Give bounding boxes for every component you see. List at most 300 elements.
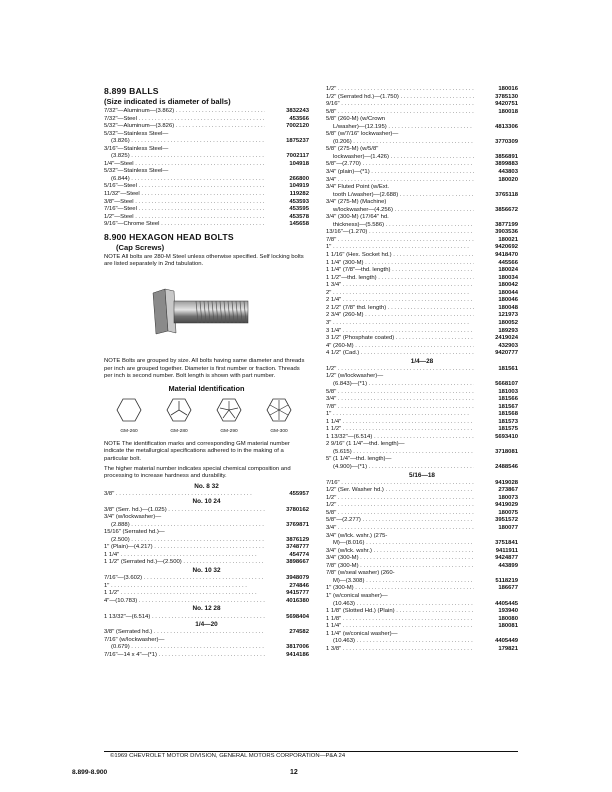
part-number: 453593 xyxy=(289,198,309,205)
part-number: 1875237 xyxy=(286,138,309,145)
part-description: 3/8" (Serr. hd.)—(1.025) . . . xyxy=(104,507,265,515)
parts-row xyxy=(326,608,518,616)
part-description: 3/4" (300-M) . . . xyxy=(326,555,474,563)
part-description: (6.843)—(*1) . . . xyxy=(333,381,474,389)
part-description: 5/8" . . . xyxy=(326,510,474,518)
part-number: 9419029 xyxy=(495,502,518,509)
part-number: 104918 xyxy=(289,160,309,167)
parts-row xyxy=(326,86,518,94)
parts-row xyxy=(326,495,518,503)
bolts-note-identification: NOTE The identification marks and corresponding GM material number indicate the metallurgical specifications adhered to in the making of a particular bolt. xyxy=(104,440,290,462)
part-description: 1/2"—Steel . . . xyxy=(104,214,265,222)
part-number: 2488546 xyxy=(495,464,518,470)
part-number: 445566 xyxy=(498,259,518,266)
part-description: 5" (1 1/4"—thd. length)— xyxy=(326,456,392,463)
part-description: 3/4" . . . xyxy=(326,525,474,533)
part-description: (3.826) . . . xyxy=(111,138,265,146)
part-description: 3/4" (w/lockwasher)— xyxy=(104,514,162,521)
part-number: 9414186 xyxy=(286,652,309,658)
part-description: 3/4" . . . xyxy=(326,396,474,404)
size-group-heading: No. 12 28 xyxy=(192,605,221,613)
parts-row xyxy=(326,638,518,646)
parts-row xyxy=(104,161,309,169)
parts-row xyxy=(104,598,309,606)
part-number: 3951572 xyxy=(495,517,518,524)
part-number: 4813306 xyxy=(495,123,518,130)
part-number: 3748777 xyxy=(286,544,309,551)
parts-row xyxy=(326,350,518,358)
part-description: 9/16" . . . xyxy=(326,101,474,109)
parts-row xyxy=(104,146,309,154)
part-description: 5/8"—(2.770) . . . xyxy=(326,161,474,169)
part-description: 4" (260-M) . . . xyxy=(326,343,474,351)
part-number: 193940 xyxy=(498,608,518,615)
parts-row xyxy=(326,487,518,495)
parts-row xyxy=(326,290,518,298)
part-number: 180077 xyxy=(498,525,518,532)
parts-row xyxy=(326,517,518,525)
parts-row xyxy=(104,131,309,139)
part-description: 1 1/2" . . . xyxy=(326,426,474,434)
part-number: 180016 xyxy=(498,86,518,92)
part-number: 3948079 xyxy=(286,575,309,582)
parts-row xyxy=(326,480,518,488)
parts-row xyxy=(104,644,309,652)
part-number: 180048 xyxy=(498,304,518,311)
parts-row xyxy=(326,540,518,548)
hex-head-plain-icon xyxy=(116,398,142,422)
part-description: 3 1/4" . . . xyxy=(326,328,474,336)
part-description: 3/8" . . . xyxy=(104,491,265,499)
part-description: 1 1/8" . . . xyxy=(326,616,474,624)
part-description: 1/2" (w/lockwasher)— xyxy=(326,373,384,380)
hex-head-three-mark-icon xyxy=(166,398,192,422)
parts-row xyxy=(104,199,309,207)
part-description: 2 3/4" (260-M) . . . xyxy=(326,312,474,320)
part-number: 181568 xyxy=(498,411,518,418)
parts-row xyxy=(326,601,518,609)
part-description: 1/4"—Steel . . . xyxy=(104,161,265,169)
parts-row xyxy=(326,434,518,442)
parts-row xyxy=(326,585,518,593)
hex-bolt-image xyxy=(104,271,309,357)
part-description: (6.844) . . . xyxy=(111,176,265,184)
parts-row xyxy=(326,366,518,374)
size-group-heading: No. 10 32 xyxy=(192,567,221,575)
parts-row xyxy=(326,94,518,102)
parts-row xyxy=(104,491,309,499)
part-number: 9419028 xyxy=(495,479,518,486)
part-description: 3/8"—Steel . . . xyxy=(104,199,265,207)
part-description: 5/32"—Aluminum—(3.826) . . . xyxy=(104,123,265,131)
parts-row xyxy=(326,139,518,147)
part-number: 180020 xyxy=(498,176,518,183)
part-description: 5/8"—(2.277) . . . xyxy=(326,517,474,525)
parts-row xyxy=(326,214,518,222)
parts-row xyxy=(104,544,309,552)
parts-row xyxy=(104,514,309,522)
part-description: 1/2" . . . xyxy=(326,495,474,503)
parts-row xyxy=(326,267,518,275)
parts-row xyxy=(104,552,309,560)
part-number: 121973 xyxy=(498,312,518,319)
part-description: 1/2" . . . xyxy=(326,366,474,374)
part-number: 3817006 xyxy=(286,644,309,651)
parts-row xyxy=(326,297,518,305)
parts-row xyxy=(104,637,309,645)
part-number: 3718081 xyxy=(495,448,518,455)
part-number: 7002117 xyxy=(286,153,309,160)
part-number: 2419024 xyxy=(495,335,518,342)
parts-row xyxy=(104,529,309,537)
parts-row xyxy=(104,652,309,660)
part-description: 7/16"—14 x 4"—(*1) . . . xyxy=(104,652,265,660)
parts-row xyxy=(326,411,518,419)
material-marks-row xyxy=(106,398,302,435)
parts-row xyxy=(326,525,518,533)
hex-head-five-mark-icon xyxy=(216,398,242,422)
size-group-heading: 1/4—20 xyxy=(195,621,218,629)
part-number: 180018 xyxy=(498,108,518,115)
part-number: 119282 xyxy=(289,191,309,198)
parts-row xyxy=(104,191,309,199)
parts-row xyxy=(326,237,518,245)
parts-row xyxy=(326,199,518,207)
part-description: 1 13/32"—(6.514) . . . xyxy=(326,434,474,442)
parts-row xyxy=(104,522,309,530)
part-description: 1" . . . xyxy=(326,411,474,419)
part-description: 7/8" (w/seal washer) (260- xyxy=(326,570,395,577)
part-description: w/lockwasher—(4.256) . . . xyxy=(333,207,474,215)
part-number: 181566 xyxy=(498,396,518,403)
parts-row xyxy=(104,206,309,214)
parts-row xyxy=(326,169,518,177)
part-number: 7002120 xyxy=(286,123,309,130)
part-description: 2 1/4" . . . xyxy=(326,297,474,305)
part-number: 180046 xyxy=(498,297,518,304)
part-description: 3/4" Fluted Point (w/Ext. xyxy=(326,184,389,191)
bolts-note-material-number: The higher material number indicates special chemical composition and processing to increase hardness and durability. xyxy=(104,465,291,480)
parts-row xyxy=(104,590,309,598)
parts-row xyxy=(326,222,518,230)
part-description: (0.679) . . . xyxy=(111,644,265,652)
part-number: 3898667 xyxy=(286,559,309,566)
part-number: 9418470 xyxy=(495,252,518,259)
bolt-illustration xyxy=(104,271,309,357)
part-number: 3770309 xyxy=(495,138,518,145)
parts-row xyxy=(104,123,309,131)
part-number: 455957 xyxy=(289,490,309,497)
part-number: 3856672 xyxy=(495,206,518,213)
part-description: 2 9/16" (1 1/4"—thd. length)— xyxy=(326,441,405,448)
part-description: 1 1/2" (Serrated hd.)—(2.500) . . . xyxy=(104,559,265,567)
part-number: 180081 xyxy=(498,623,518,630)
part-description: 15/16" (Serrated hd.)— xyxy=(104,529,165,536)
part-description: 3/16"—Stainless Steel— xyxy=(104,145,169,152)
part-number: 266800 xyxy=(289,175,309,182)
parts-row xyxy=(326,449,518,457)
part-description: 1 1/8" (Slotted Hd.) (Plain) . . . xyxy=(326,608,474,616)
part-description: 11/32"—Steel . . . xyxy=(104,191,265,199)
bolts-note-steel: NOTE All bolts are 280-M Steel unless otherwise specified. Self locking bolts are listed separately in 2nd tabulation. xyxy=(104,253,304,268)
part-description: lockwasher)—(1.426) . . . xyxy=(333,154,474,162)
parts-row xyxy=(326,207,518,215)
part-description: 1 3/4" . . . xyxy=(326,282,474,290)
part-number: 453566 xyxy=(289,115,309,122)
part-description: 5/8" (275-M) (w/5/8" xyxy=(326,146,379,153)
part-description: tooth L/washer)—(2.688) . . . xyxy=(333,192,474,200)
parts-row xyxy=(326,305,518,313)
parts-row xyxy=(326,464,518,472)
parts-row xyxy=(326,456,518,464)
balls-list xyxy=(104,108,309,229)
left-column xyxy=(104,86,309,660)
part-description: 5/8" . . . xyxy=(326,389,474,397)
parts-row xyxy=(326,623,518,631)
part-description: 1 1/4" (300-M) . . . xyxy=(326,260,474,268)
size-group-heading: 5/16—18 xyxy=(409,471,435,479)
part-description: M)—(3.308) . . . xyxy=(333,578,474,586)
part-description: 7/16"—Steel . . . xyxy=(104,206,265,214)
part-description: 1 1/4" . . . xyxy=(326,419,474,427)
part-description: 3" . . . xyxy=(326,320,474,328)
parts-row xyxy=(326,593,518,601)
part-description: 4"—(10.783) . . . xyxy=(104,598,265,606)
parts-row xyxy=(326,570,518,578)
parts-row xyxy=(104,221,309,229)
part-description: 1 1/4" . . . xyxy=(326,623,474,631)
part-number: 9411911 xyxy=(495,547,518,554)
parts-row xyxy=(326,131,518,139)
part-description: 1 1/4" (w/conical washer)— xyxy=(326,630,398,637)
part-description: 1/2" . . . xyxy=(326,86,474,94)
parts-row xyxy=(104,583,309,591)
left-bolt-groups xyxy=(104,483,309,660)
part-description: 5/32"—Stainless Steel— xyxy=(104,130,169,137)
part-number: 432903 xyxy=(498,342,518,349)
parts-row xyxy=(326,555,518,563)
parts-row xyxy=(104,614,309,622)
part-description: (2.500) . . . xyxy=(111,537,265,545)
part-number: 181003 xyxy=(498,388,518,395)
part-description: 1 1/2" . . . xyxy=(104,590,265,598)
parts-row xyxy=(326,426,518,434)
bolts-note-grouping: NOTE Bolts are grouped by size. All bolts having same diameter and threads per inch are grouped together. Diameter is first number or fraction. Threads per inch is second number. Bolt length is shown with part number. xyxy=(104,357,305,380)
size-group-heading: No. 8 32 xyxy=(194,482,219,490)
parts-row xyxy=(104,183,309,191)
parts-row xyxy=(104,537,309,545)
part-number: 9424877 xyxy=(495,555,518,562)
part-description: 1 3/8" . . . xyxy=(326,646,474,654)
part-description: 1/2" . . . xyxy=(326,502,474,510)
part-number: 3785130 xyxy=(495,93,518,100)
parts-row xyxy=(104,176,309,184)
part-description: 7/16"—(3.602) . . . xyxy=(104,575,265,583)
part-description: 1" . . . xyxy=(326,244,474,252)
part-number: 453595 xyxy=(289,206,309,213)
parts-row xyxy=(104,559,309,567)
part-description: 9/16"—Chrome Steel . . . xyxy=(104,221,265,229)
balls-section-subtitle: (Size indicated is diameter of balls) xyxy=(104,97,231,106)
parts-row xyxy=(326,533,518,541)
parts-row xyxy=(326,244,518,252)
part-number: 181567 xyxy=(498,403,518,410)
part-description: 13/16"—(1.270) . . . xyxy=(326,229,474,237)
part-number: 3903536 xyxy=(495,229,518,236)
part-number: 3876129 xyxy=(286,536,309,543)
part-number: 180021 xyxy=(498,236,518,243)
parts-row xyxy=(104,153,309,161)
part-number: 3899883 xyxy=(495,161,518,168)
parts-row xyxy=(326,441,518,449)
parts-row xyxy=(326,343,518,351)
part-number: 180044 xyxy=(498,289,518,296)
bolts-section-title: 8.900 HEXAGON HEAD BOLTS xyxy=(104,231,234,242)
part-number: 3765118 xyxy=(495,191,518,198)
bolts-section-subtitle: (Cap Screws) xyxy=(116,242,165,252)
part-number: 180075 xyxy=(498,509,518,516)
parts-row xyxy=(326,154,518,162)
part-number: 180052 xyxy=(498,319,518,326)
part-description: L/washer)—(12.195) . . . xyxy=(333,124,474,132)
parts-row xyxy=(104,116,309,124)
parts-row xyxy=(326,275,518,283)
part-number: 104919 xyxy=(289,183,309,190)
parts-row xyxy=(326,184,518,192)
part-description: 1" (w/conical washer)— xyxy=(326,592,388,599)
part-number: 3832243 xyxy=(286,108,309,114)
hex-head-six-mark-icon xyxy=(266,398,292,422)
part-description: 3/4" (275-M) (Machine) xyxy=(326,199,387,206)
part-description: 1" (300-M) . . . xyxy=(326,585,474,593)
part-description: 7/32"—Aluminum—(3.862) . . . xyxy=(104,108,265,116)
parts-row xyxy=(326,631,518,639)
part-number: 4405445 xyxy=(495,600,518,607)
parts-row xyxy=(104,168,309,176)
part-description: 3/4" (w/lck. wshr.) (275- xyxy=(326,532,388,539)
part-number: 443803 xyxy=(498,169,518,176)
part-number: 5668107 xyxy=(495,380,518,387)
part-description: 1" . . . xyxy=(104,583,265,591)
part-number: 189293 xyxy=(498,327,518,334)
part-description: 3/4" . . . xyxy=(326,177,474,185)
parts-row xyxy=(326,109,518,117)
part-number: 273867 xyxy=(498,487,518,494)
parts-row xyxy=(326,389,518,397)
part-description: 5/8" . . . xyxy=(326,109,474,117)
part-number: 3769871 xyxy=(286,521,309,528)
parts-row xyxy=(326,502,518,510)
material-mark-gm300: GM-300 xyxy=(256,398,302,435)
part-number: 181561 xyxy=(498,365,518,372)
part-number: 179821 xyxy=(498,645,518,652)
part-number: 9420777 xyxy=(495,350,518,357)
part-description: (0.206) . . . xyxy=(333,139,474,147)
part-description: 3/4" (300-M) (17/64" hd. xyxy=(326,214,389,221)
part-number: 186677 xyxy=(498,585,518,592)
parts-row xyxy=(326,563,518,571)
parts-row xyxy=(104,575,309,583)
parts-row xyxy=(326,646,518,654)
material-identification-title: Material Identification xyxy=(168,383,245,393)
part-description: 1 1/2"—thd. length) . . . xyxy=(326,275,474,283)
part-description: 1 1/16" (Hex. Socket hd.) . . . xyxy=(326,252,474,260)
part-number: 274846 xyxy=(289,582,309,589)
part-description: 7/8" . . . xyxy=(326,404,474,412)
material-mark-gm290: GM-290 xyxy=(206,398,252,435)
size-group-heading: 1/4—28 xyxy=(410,357,434,365)
part-number: 453578 xyxy=(289,213,309,220)
part-number: 181575 xyxy=(498,426,518,433)
part-description: (10.463) . . . xyxy=(333,638,474,646)
parts-row xyxy=(326,101,518,109)
part-description: 5/8" (w/7/16" lockwasher)— xyxy=(326,131,399,138)
part-number: 180080 xyxy=(498,615,518,622)
parts-row xyxy=(104,629,309,637)
part-number: 145658 xyxy=(289,221,309,228)
part-description: (10.463) . . . xyxy=(333,601,474,609)
parts-row xyxy=(326,282,518,290)
footer-page-number: 12 xyxy=(290,769,298,776)
parts-row xyxy=(104,507,309,515)
parts-row xyxy=(326,373,518,381)
part-description: 5/8" (260-M) (w/Crown xyxy=(326,116,386,123)
part-number: 180073 xyxy=(498,494,518,501)
part-description: (5.615) . . . xyxy=(333,449,474,457)
part-description: 1/2" (Serrated hd.)—(1.750) . . . xyxy=(326,94,474,102)
parts-row xyxy=(326,146,518,154)
parts-row xyxy=(326,396,518,404)
part-number: 3780162 xyxy=(286,506,309,513)
parts-row xyxy=(104,108,309,116)
part-number: 180034 xyxy=(498,274,518,281)
part-description: thickness)—(5.586) . . . xyxy=(333,222,474,230)
part-number: 454774 xyxy=(289,551,309,558)
parts-row xyxy=(326,192,518,200)
parts-row xyxy=(326,578,518,586)
part-number: 9420751 xyxy=(495,101,518,108)
part-description: 7/8" . . . xyxy=(326,237,474,245)
part-description: 7/16" (w/lockwasher)— xyxy=(104,636,165,643)
part-number: 274582 xyxy=(289,629,309,636)
parts-row xyxy=(326,548,518,556)
parts-row xyxy=(326,252,518,260)
part-number: 5698404 xyxy=(286,613,309,620)
part-description: 3 1/2" (Phosphate coated) . . . xyxy=(326,335,474,343)
part-number: 180042 xyxy=(498,282,518,289)
part-number: 181573 xyxy=(498,418,518,425)
part-description: 1 13/32"—(6.514) . . . xyxy=(104,614,265,622)
part-description: 2 1/2" (7/8" thd. length) . . . xyxy=(326,305,474,313)
part-description: 1" (Plain)—(4.217) . . . xyxy=(104,544,265,552)
parts-row xyxy=(104,214,309,222)
parts-row xyxy=(326,320,518,328)
parts-row xyxy=(326,510,518,518)
parts-row xyxy=(326,161,518,169)
part-number: 9415777 xyxy=(286,590,309,597)
part-description: 7/16" . . . xyxy=(326,480,474,488)
part-number: 4405449 xyxy=(495,638,518,645)
part-description: 7/32"—Steel . . . xyxy=(104,116,265,124)
part-number: 3856891 xyxy=(495,153,518,160)
parts-row xyxy=(326,335,518,343)
parts-row xyxy=(326,260,518,268)
part-description: 5/32"—Stainless Steel— xyxy=(104,168,169,175)
part-description: M)—(8.016) . . . xyxy=(333,540,474,548)
parts-row xyxy=(326,312,518,320)
part-number: 9420692 xyxy=(495,244,518,251)
parts-row xyxy=(326,381,518,389)
